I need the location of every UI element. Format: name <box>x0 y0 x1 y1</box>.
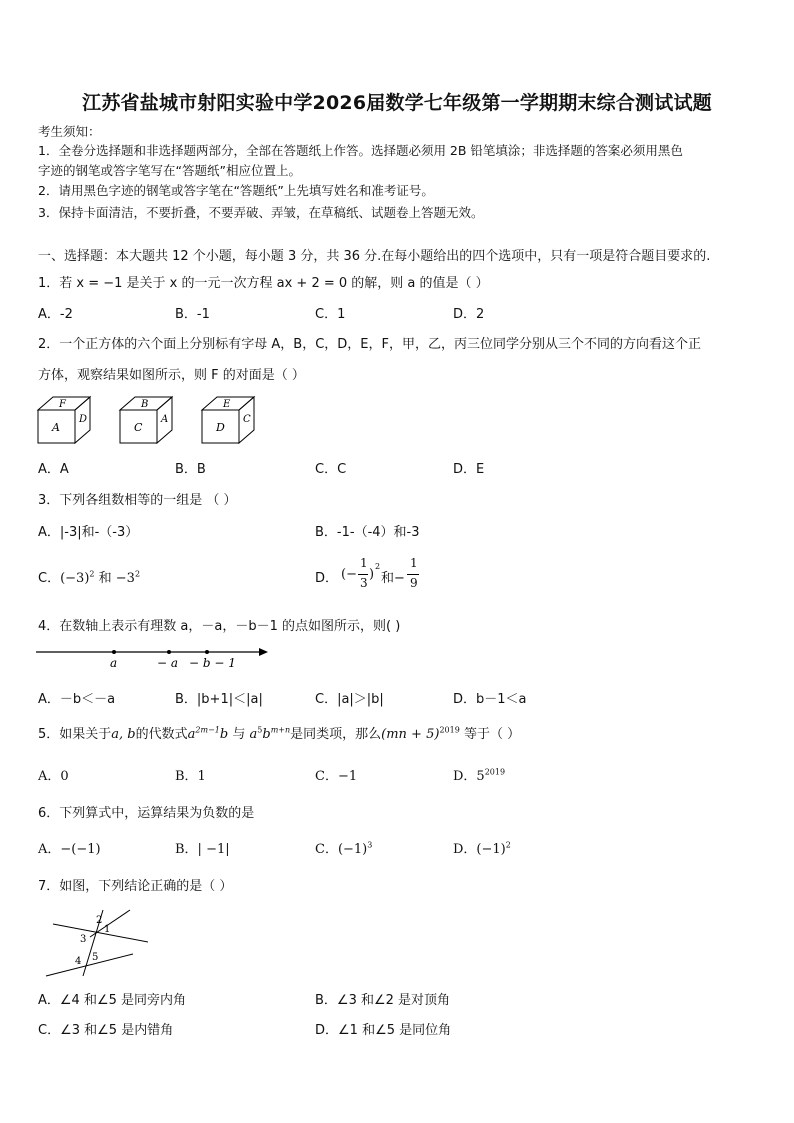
angle-label-2: 2 <box>96 915 103 926</box>
question-7-stem: 7．如图，下列结论正确的是（ ） <box>38 879 233 894</box>
q7-option-b[interactable]: B．∠3 和∠2 是对顶角 <box>315 993 451 1008</box>
q3-option-c[interactable]: C．$(-3)^2$ 和 $-3^2$ <box>38 569 141 586</box>
q3-option-b[interactable]: B．-1-（-4）和-3 <box>315 525 420 540</box>
cube-2 <box>120 397 172 443</box>
number-line <box>36 643 272 673</box>
q6-option-b[interactable]: B．| −1| <box>175 842 230 857</box>
q1-option-c[interactable]: C．1 <box>315 307 346 322</box>
q7-option-c[interactable]: C．∠3 和∠5 是内错角 <box>38 1023 174 1038</box>
question-2-stem-cont: 方体，观察结果如图所示，则 F 的对面是（ ） <box>38 368 305 383</box>
notice-item-1-cont: 字迹的钢笔或答字笔写在“答题纸”相应位置上。 <box>38 163 301 178</box>
section-heading: 一、选择题：本大题共 12 个小题，每小题 3 分，共 36 分.在每小题给出的四个选项中，只有一项是符合题目要求的. <box>38 249 711 264</box>
q6-option-c[interactable]: C．$(-1)^3$ <box>315 840 373 857</box>
angle-label-1: 1 <box>104 924 111 935</box>
q6-option-d[interactable]: D．$(-1)^2$ <box>453 840 511 857</box>
q2-option-d[interactable]: D．E <box>453 462 485 477</box>
q1-option-b[interactable]: B．-1 <box>175 307 210 322</box>
cube-1-top: F <box>59 399 66 410</box>
cube-3-top: E <box>223 399 231 410</box>
cube-2-side: A <box>161 414 169 425</box>
question-2-stem: 2．一个正方体的六个面上分别标有字母 A，B，C，D，E，F，甲，乙，丙三位同学分别从三个不同的方向看这个正 <box>38 337 701 352</box>
angle-label-4: 4 <box>75 956 82 967</box>
angles-figure <box>38 902 148 982</box>
cube-1-front: A <box>52 421 60 434</box>
angle-label-3: 3 <box>80 934 87 945</box>
question-1-stem: 1．若 x = −1 是关于 x 的一元一次方程 ax + 2 = 0 的解，则 a 的值是（ ） <box>38 276 489 291</box>
q2-option-a[interactable]: A．A <box>38 462 69 477</box>
q5-option-d[interactable]: D．$5^{2019}$ <box>453 767 506 784</box>
number-line-label-a: a <box>110 656 118 670</box>
cube-3-front: D <box>216 421 225 434</box>
q5-option-c[interactable]: C．−1 <box>315 769 358 784</box>
q7-option-a[interactable]: A．∠4 和∠5 是同旁内角 <box>38 993 187 1008</box>
cube-2-front: C <box>134 421 143 434</box>
cube-3 <box>202 397 254 443</box>
page-title: 江苏省盐城市射阳实验中学2026届数学七年级第一学期期末综合测试试题 <box>82 92 712 114</box>
q3-option-a[interactable]: A．|-3|和-（-3） <box>38 525 139 540</box>
q4-option-d[interactable]: D．b－1＜a <box>453 692 527 707</box>
question-5-stem: 5．如果关于a, b的代数式$a^{2m-1}b$ 与 $a^5b^{m+n}$是同类项，那么(mn + 5)$^{2019}$ 等于（ ） <box>38 725 521 742</box>
q7-option-d[interactable]: D．∠1 和∠5 是同位角 <box>315 1023 452 1038</box>
q5-option-b[interactable]: B．1 <box>175 769 206 784</box>
q1-option-d[interactable]: D．2 <box>453 307 485 322</box>
question-6-stem: 6．下列算式中，运算结果为负数的是 <box>38 806 255 821</box>
number-line-label-neg-a: − a <box>157 656 179 670</box>
cube-2-top: B <box>141 399 149 410</box>
q4-option-c[interactable]: C．|a|＞|b| <box>315 692 384 707</box>
question-3-stem: 3．下列各组数相等的一组是 （ ） <box>38 493 237 508</box>
cube-1 <box>38 397 90 443</box>
question-4-stem: 4．在数轴上表示有理数 a，－a，－b－1 的点如图所示，则( ) <box>38 619 401 634</box>
q4-option-a[interactable]: A．－b＜－a <box>38 692 116 707</box>
notice-item-2: 2．请用黑色字迹的钢笔或答字笔在“答题纸”上先填写姓名和准考证号。 <box>38 183 434 198</box>
angle-label-5: 5 <box>92 952 99 963</box>
cube-1-side: D <box>79 414 88 425</box>
notice-item-1: 1．全卷分选择题和非选择题两部分，全部在答题纸上作答。选择题必须用 2B 铅笔填涂；非选择题的答案必须用黑色 <box>38 143 683 158</box>
number-line-label-neg-b-1: − b − 1 <box>189 656 236 670</box>
q1-option-a[interactable]: A．-2 <box>38 307 73 322</box>
q5-option-a[interactable]: A．0 <box>38 769 69 784</box>
cubes-figure <box>30 390 270 445</box>
notice-heading: 考生须知： <box>38 124 101 139</box>
q2-option-c[interactable]: C．C <box>315 462 347 477</box>
cube-3-side: C <box>243 414 251 425</box>
q2-option-b[interactable]: B．B <box>175 462 206 477</box>
q4-option-b[interactable]: B．|b+1|＜|a| <box>175 692 263 707</box>
notice-item-3: 3．保持卡面清洁，不要折叠，不要弄破、弄皱，在草稿纸、试题卷上答题无效。 <box>38 205 484 220</box>
q6-option-a[interactable]: A．−(−1) <box>38 842 101 857</box>
